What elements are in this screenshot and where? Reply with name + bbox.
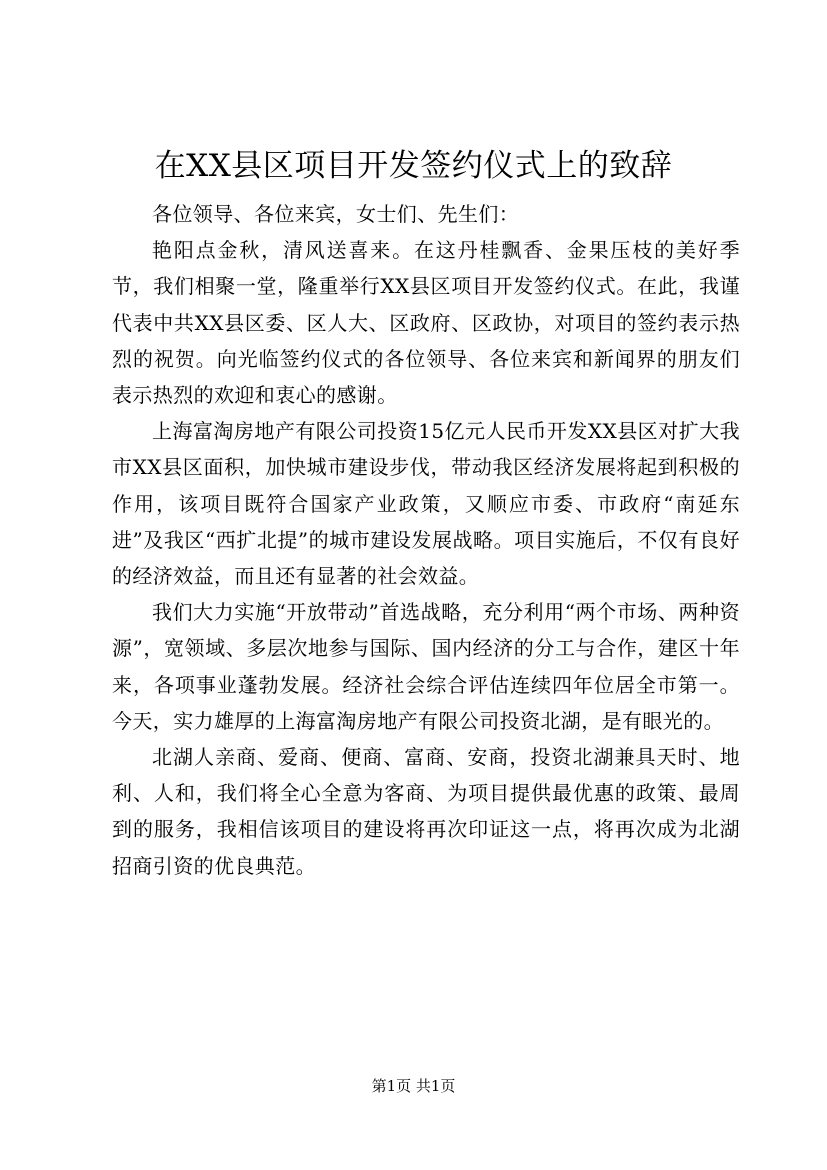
body-paragraph-4: 北湖人亲商、爱商、便商、富商、安商，投资北湖兼具天时、地利、人和，我们将全心全意为客商、为项目提供最优惠的政策、最周到的服务，我相信该项目的建设将再次印证这一点，将再次成为北湖招商引资的优良典范。: [112, 745, 740, 878]
document-title: 在XX县区项目开发签约仪式上的致辞: [154, 148, 673, 184]
body-paragraph-3: 我们大力实施“开放带动”首选战略，充分利用“两个市场、两种资源”，宽领域、多层次地参与国际、国内经济的分工与合作，建区十年来，各项事业蓬勃发展。经济社会综合评估连续四年位居全市第一。今天，实力雄厚的上海富淘房地产有限公司投资北湖，是有眼光的。: [112, 600, 740, 733]
greeting-paragraph: 各位领导、各位来宾，女士们、先生们：: [152, 202, 520, 226]
page-footer: 第1页 共1页: [371, 1077, 456, 1095]
document-body: [112, 196, 740, 884]
body-paragraph-1: 艳阳点金秋，清风送喜来。在这丹桂飘香、金果压枝的美好季节，我们相聚一堂，隆重举行XX县区项目开发签约仪式。在此，我谨代表中共XX县区委、区人大、区政府、区政协，对项目的签约表示热烈的祝贺。向光临签约仪式的各位领导、各位来宾和新闻界的朋友们表示热烈的欢迎和衷心的感谢。: [112, 238, 740, 408]
body-paragraph-2: 上海富淘房地产有限公司投资15亿元人民币开发XX县区对扩大我市XX县区面积，加快城市建设步伐，带动我区经济发展将起到积极的作用，该项目既符合国家产业政策，又顺应市委、市政府“南延东进”及我区“西扩北提”的城市建设发展战略。项目实施后，不仅有良好的经济效益，而且还有显著的社会效益。: [112, 419, 740, 589]
